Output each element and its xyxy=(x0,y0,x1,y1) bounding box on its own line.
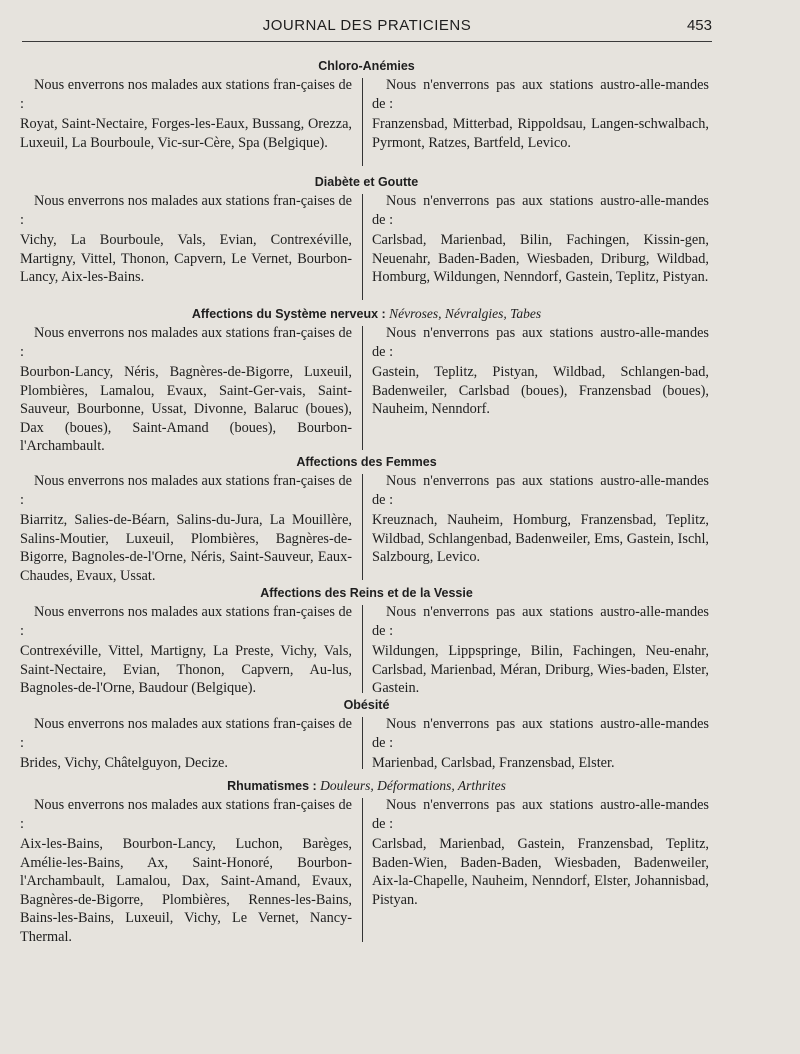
column-divider xyxy=(362,798,363,942)
austro-german-stations-column xyxy=(372,796,709,909)
column-divider xyxy=(362,194,363,300)
section-title xyxy=(20,776,713,796)
austro-german-intro: Nous n'enverrons pas aux stations austro-alle-mandes de : xyxy=(372,193,709,228)
section-title xyxy=(20,56,713,76)
running-header xyxy=(22,14,712,38)
section-subtitle: Douleurs, Déformations, Arthrites xyxy=(320,778,506,793)
french-stations-column xyxy=(20,603,352,698)
austro-german-stations-list: Kreuznach, Nauheim, Homburg, Franzensbad, Teplitz, Wildbad, Schlangenbad, Badenweiler, Ems, Gastein, Ischl, Salzbourg, Levico. xyxy=(372,512,709,565)
section-reins-vessie xyxy=(20,583,713,697)
french-stations-list: Vichy, La Bourboule, Vals, Evian, Contrexéville, Martigny, Vittel, Thonon, Capvern, Le Vernet, Bourbon-Lancy, Aix-les-Bains. xyxy=(20,232,352,285)
section-columns xyxy=(20,76,713,170)
french-intro: Nous enverrons nos malades aux stations fran-çaises de : xyxy=(20,325,353,360)
french-intro: Nous enverrons nos malades aux stations fran-çaises de : xyxy=(20,604,353,639)
section-title xyxy=(20,583,713,603)
section-obesite xyxy=(20,695,713,773)
column-divider xyxy=(362,326,363,450)
austro-german-stations-column xyxy=(372,324,709,419)
section-femmes xyxy=(20,452,713,584)
french-stations-column xyxy=(20,192,352,287)
section-title-text: Affections des Femmes xyxy=(296,455,437,469)
header-rule xyxy=(22,41,712,42)
section-columns xyxy=(20,472,713,584)
french-stations-column xyxy=(20,472,352,585)
austro-german-stations-column xyxy=(372,472,709,567)
section-subtitle: Névroses, Névralgies, Tabes xyxy=(389,306,542,321)
french-intro: Nous enverrons nos malades aux stations fran-çaises de : xyxy=(20,77,353,112)
column-divider xyxy=(362,78,363,166)
section-title xyxy=(20,304,713,324)
french-stations-list: Royat, Saint-Nectaire, Forges-les-Eaux, Bussang, Orezza, Luxeuil, La Bourboule, Vic-sur-Cère, Spa (Belgique). xyxy=(20,116,352,151)
section-title-text: Diabète et Goutte xyxy=(314,175,419,189)
austro-german-intro: Nous n'enverrons pas aux stations austro-alle-mandes de : xyxy=(372,77,709,112)
section-systeme-nerveux xyxy=(20,304,713,454)
section-rhumatismes xyxy=(20,776,713,946)
austro-german-stations-list: Carlsbad, Marienbad, Bilin, Fachingen, Kissin-gen, Neuenahr, Baden-Baden, Wiesbaden, Driburg, Wildbad, Homburg, Wildungen, Nenndorf, Gastein, Teplitz, Pistyan. xyxy=(372,232,709,285)
section-columns xyxy=(20,796,713,946)
austro-german-stations-list: Carlsbad, Marienbad, Gastein, Franzensbad, Teplitz, Baden-Wien, Baden-Baden, Wiesbaden, Badenweiler, Aix-la-Chapelle, Nauheim, Nenndorf, Elster, Johannisbad, Pistyan. xyxy=(372,836,709,908)
french-intro: Nous enverrons nos malades aux stations fran-çaises de : xyxy=(20,473,353,508)
section-columns xyxy=(20,324,713,454)
column-divider xyxy=(362,717,363,769)
austro-german-intro: Nous n'enverrons pas aux stations austro-alle-mandes de : xyxy=(372,604,709,639)
austro-german-intro: Nous n'enverrons pas aux stations austro-alle-mandes de : xyxy=(372,716,709,751)
section-title xyxy=(20,695,713,715)
section-title xyxy=(20,172,713,192)
section-chloro-anemies xyxy=(20,56,713,170)
section-title-text: Rhumatismes : xyxy=(227,779,321,793)
austro-german-intro: Nous n'enverrons pas aux stations austro-alle-mandes de : xyxy=(372,797,709,832)
french-stations-column xyxy=(20,715,352,773)
austro-german-stations-list: Marienbad, Carlsbad, Franzensbad, Elster. xyxy=(372,755,615,771)
austro-german-stations-list: Franzensbad, Mitterbad, Rippoldsau, Langen-schwalbach, Pyrmont, Ratzes, Bartfeld, Levico. xyxy=(372,116,709,151)
austro-german-stations-column xyxy=(372,603,709,698)
french-intro: Nous enverrons nos malades aux stations fran-çaises de : xyxy=(20,716,353,751)
french-stations-column xyxy=(20,796,352,946)
section-title-text: Obésité xyxy=(343,698,390,712)
journal-title: JOURNAL DES PRATICIENS xyxy=(262,17,472,34)
french-stations-list: Brides, Vichy, Châtelguyon, Decize. xyxy=(20,755,228,771)
section-title-text: Affections des Reins et de la Vessie xyxy=(260,586,473,600)
section-diabete-goutte xyxy=(20,172,713,304)
austro-german-intro: Nous n'enverrons pas aux stations austro-alle-mandes de : xyxy=(372,325,709,360)
section-title-text: Affections du Système nerveux : xyxy=(191,307,390,321)
section-title xyxy=(20,452,713,472)
austro-german-intro: Nous n'enverrons pas aux stations austro-alle-mandes de : xyxy=(372,473,709,508)
french-stations-column xyxy=(20,324,352,456)
french-intro: Nous enverrons nos malades aux stations fran-çaises de : xyxy=(20,193,353,228)
column-divider xyxy=(362,474,363,580)
page-number: 453 xyxy=(686,17,712,34)
austro-german-stations-column xyxy=(372,192,709,287)
austro-german-stations-list: Gastein, Teplitz, Pistyan, Wildbad, Schlangen-bad, Badenweiler, Carlsbad (boues), Franzensbad (boues), Nauheim, Nenndorf. xyxy=(372,364,709,417)
french-stations-list: Aix-les-Bains, Bourbon-Lancy, Luchon, Barèges, Amélie-les-Bains, Ax, Saint-Honoré, Bourbon-l'Archambault, Lamalou, Dax, Saint-Amand, Evaux, Bagnères-de-Bigorre, Plombières, Rennes-les-Bains, Bains-les-Bains, Luxeuil, Vichy, Le Vernet, Nancy-Thermal. xyxy=(20,836,352,945)
austro-german-stations-list: Wildungen, Lippspringe, Bilin, Fachingen, Neu-enahr, Carlsbad, Marienbad, Méran, Driburg, Wies-baden, Elster, Gastein. xyxy=(372,643,709,696)
section-columns xyxy=(20,715,713,773)
austro-german-stations-column xyxy=(372,76,709,152)
french-stations-column xyxy=(20,76,352,152)
french-stations-list: Contrexéville, Vittel, Martigny, La Preste, Vichy, Vals, Saint-Nectaire, Evian, Thonon, Capvern, Au-lus, Bagnoles-de-l'Orne, Baudour (Belgique). xyxy=(20,643,352,696)
column-divider xyxy=(362,605,363,693)
french-stations-list: Bourbon-Lancy, Néris, Bagnères-de-Bigorre, Luxeuil, Plombières, Lamalou, Evaux, Saint-Ger-vais, Saint-Sauveur, Bourbonne, Ussat, Divonne, Balaruc (boues), Dax (boues), Saint-Amand (boues), Bourbon-l'Archambault. xyxy=(20,364,352,454)
section-title-text: Chloro-Anémies xyxy=(318,59,415,73)
austro-german-stations-column xyxy=(372,715,709,773)
section-columns xyxy=(20,603,713,697)
french-intro: Nous enverrons nos malades aux stations fran-çaises de : xyxy=(20,797,353,832)
french-stations-list: Biarritz, Salies-de-Béarn, Salins-du-Jura, La Mouillère, Salins-Moutier, Luxeuil, Plombières, Bagnères-de-Bigorre, Bagnoles-de-l'Orne, Néris, Saint-Sauveur, Eaux-Chaudes, Evaux, Ussat. xyxy=(20,512,352,584)
section-columns xyxy=(20,192,713,304)
